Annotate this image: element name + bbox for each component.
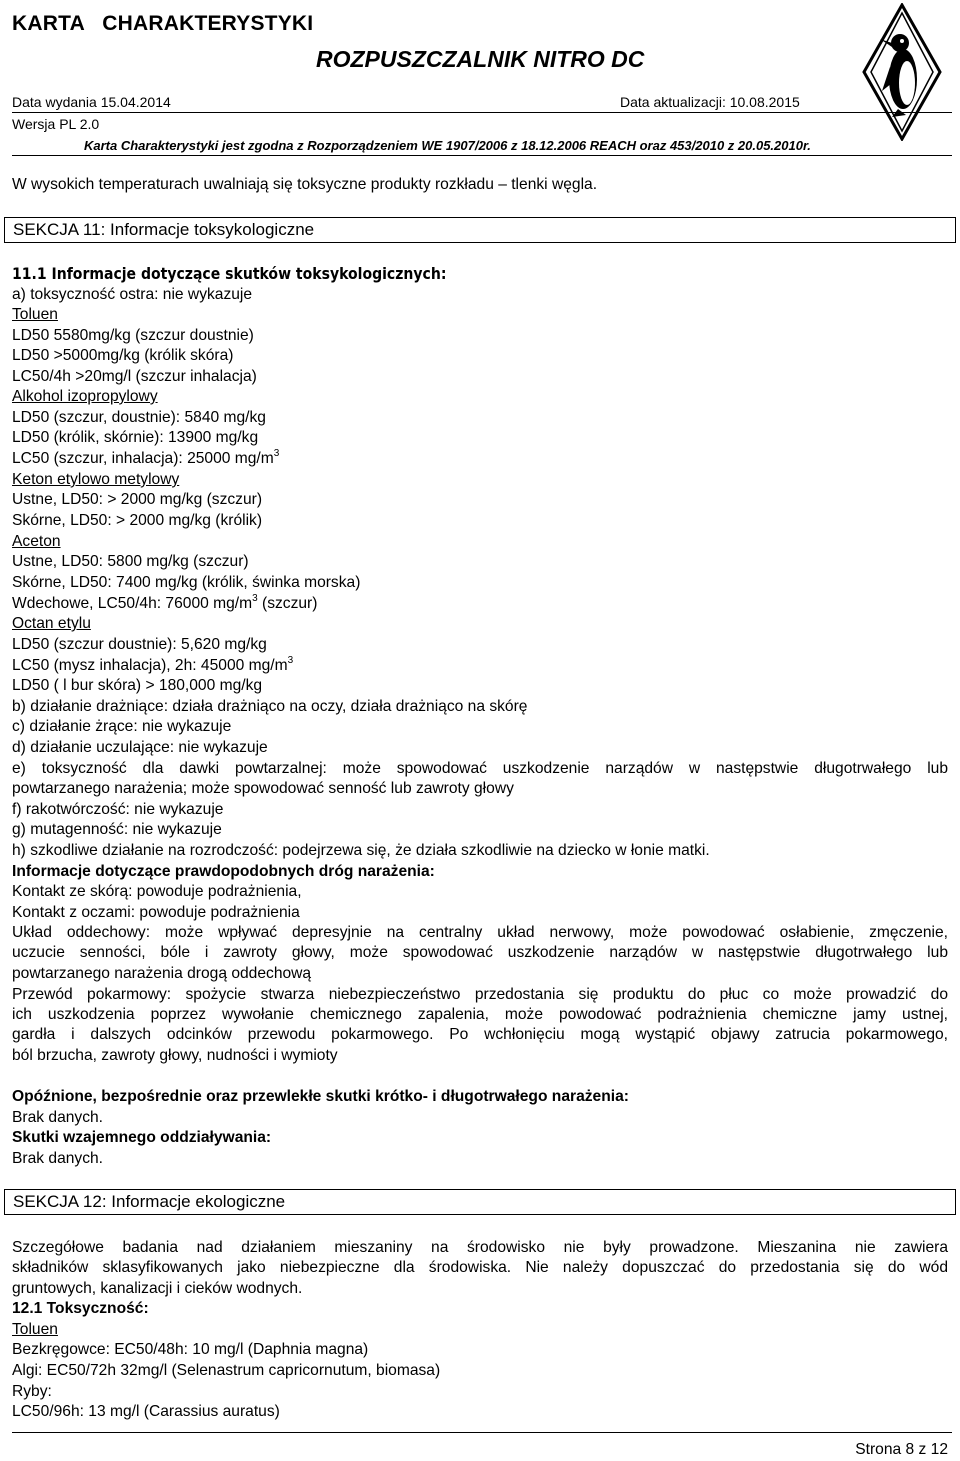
octan-inhal: LC50 (mysz inhalacja), 2h: 45000 $mg/m^3$ (12, 655, 294, 674)
fire-products-note: W wysokich temperaturach uwalniają się toksyczne produkty rozkładu – tlenki węgla. (12, 176, 598, 193)
footer-divider (12, 1432, 952, 1433)
header-divider (12, 155, 952, 156)
mek-skin: Skórne, LD50: > 2000 mg/kg (królik) (12, 512, 263, 529)
penguin-logo-icon (862, 3, 942, 141)
header-divider (12, 112, 952, 113)
ipa-ld50-skin: LD50 (królik, skórnie): 13900 mg/kg (12, 429, 259, 446)
skin-contact: Kontakt ze skórą: powoduje podrażnienia, (12, 883, 302, 900)
digestive-effects: Przewód pokarmowy: spożycie stwarza niebezpieczeństwo przedostania się produktu do płuc co może prowadzić do ich uszkodzenia poprzez wywołanie chemicznego zapalenia, może powodować podrażnienia chemiczne jamy ustnej, gardła i dalszych odcinków przewodu pokarmowego. Po wchłonięciu mogą wystąpić objawy zatrucia pokarmowego, (12, 986, 948, 1043)
version-label: Wersja PL 2.0 (12, 116, 100, 132)
toluen-ld50-skin: LD50 >5000mg/kg (królik skóra) (12, 347, 234, 364)
section-11-title: SEKCJA 11: Informacje toksykologiczne (13, 220, 315, 239)
substance-isopropanol: Alkohol izopropylowy (12, 388, 158, 405)
document-title: KARTA CHARAKTERYSTYKI (12, 12, 314, 35)
toluen-lc50-inhal: LC50/4h >20mg/l (szczur inhalacja) (12, 368, 257, 385)
regulation-note: Karta Charakterystyki jest zgodna z Rozporządzeniem WE 1907/2006 z 18.12.2006 REACH oraz 453/2010 z 20.05.2010r. (84, 138, 811, 153)
issue-date: Data wydania 15.04.2014 (12, 94, 171, 110)
reproductive-toxicity: h) szkodliwe działanie na rozrodczość: podejrzewa się, że działa szkodliwie na dziecko w łonie matki. (12, 842, 710, 859)
invertebrates-ec50: Bezkręgowce: EC50/48h: 10 mg/l (Daphnia magna) (12, 1341, 369, 1358)
digestive-effects-end: ból brzucha, zawroty głowy, nudności i wymioty (12, 1047, 338, 1064)
fish-lc50: LC50/96h: 13 mg/l (Carassius auratus) (12, 1403, 280, 1420)
page-number: Strona 8 z 12 (855, 1441, 948, 1458)
delayed-effects-value: Brak danych. (12, 1109, 104, 1126)
mek-oral: Ustne, LD50: > 2000 mg/kg (szczur) (12, 491, 263, 508)
respiratory-effects: Układ oddechowy: może wpływać depresyjnie na centralny układ nerwowy, może powodować osłabienie, zmęczenie, uczucie senności, bóle i zawroty głowy, może spowodować uszkodzenie narządów w następstwie długotrwałego lub (12, 924, 948, 961)
fish-label: Ryby: (12, 1383, 52, 1400)
delayed-effects-heading: Opóźnione, bezpośrednie oraz przewlekłe skutki krótko- i długotrwałego narażenia: (12, 1088, 629, 1105)
octan-skin: LD50 ( l bur skóra) > 180,000 mg/kg (12, 677, 263, 694)
eco-substance-toluen: Toluen (12, 1321, 58, 1338)
eye-contact: Kontakt z oczami: powoduje podrażnienia (12, 904, 300, 921)
ecology-paragraph: Szczegółowe badania nad działaniem mieszaniny na środowisko nie były prowadzone. Mieszanina nie zawiera składników sklasyfikowanych jako niebezpieczne dla środowiska. Nie należy dopuszczać do przedostania się do wód (12, 1239, 948, 1276)
repeated-dose-toxicity-cont: powtarzanego narażenia; może spowodować senność lub zawroty głowy (12, 780, 514, 797)
carcinogenicity: f) rakotwórczość: nie wykazuje (12, 801, 224, 818)
respiratory-effects-end: powtarzanego narażenia drogą oddechową (12, 965, 312, 982)
algae-ec50: Algi: EC50/72h 32mg/l (Selenastrum capricornutum, biomasa) (12, 1362, 441, 1379)
substance-toluen: Toluen (12, 306, 58, 323)
octan-oral: LD50 (szczur doustnie): 5,620 mg/kg (12, 636, 267, 653)
acute-toxicity: a) toksyczność ostra: nie wykazuje (12, 286, 253, 303)
interaction-effects-heading: Skutki wzajemnego oddziaływania: (12, 1129, 272, 1146)
aceton-skin: Skórne, LD50: 7400 mg/kg (królik, świnka morska) (12, 574, 361, 591)
aceton-oral: Ustne, LD50: 5800 mg/kg (szczur) (12, 553, 249, 570)
interaction-effects-value: Brak danych. (12, 1150, 104, 1167)
ecology-paragraph-end: gruntowych, kanalizacji i cieków wodnych. (12, 1280, 303, 1297)
substance-aceton: Aceton (12, 533, 61, 550)
exposure-routes-heading: Informacje dotyczące prawdopodobnych dróg narażenia: (12, 863, 435, 880)
section-11-subheading: 11.1 Informacje dotyczące skutków toksykologicznych: (12, 265, 447, 283)
section-12-header (4, 1189, 956, 1215)
section-11-header (4, 217, 956, 243)
aceton-inhal: Wdechowe, LC50/4h: 76000 $mg/m^3$ (szczur) (12, 593, 318, 612)
irritation: b) działanie drażniące: działa drażniąco na oczy, działa drażniąco na skórę (12, 698, 528, 715)
toluen-ld50-oral: LD50 5580mg/kg (szczur doustnie) (12, 327, 254, 344)
mutagenicity: g) mutagenność: nie wykazuje (12, 821, 222, 838)
sensitization: d) działanie uczulające: nie wykazuje (12, 739, 268, 756)
toxicity-subheading: 12.1 Toksyczność: (12, 1300, 149, 1317)
update-date: Data aktualizacji: 10.08.2015 (620, 94, 800, 110)
ipa-ld50-oral: LD50 (szczur, doustnie): 5840 mg/kg (12, 409, 266, 426)
corrosion: c) działanie żrące: nie wykazuje (12, 718, 232, 735)
ipa-lc50-inhal: LC50 (szczur, inhalacja): 25000 $mg/m^3$ (12, 448, 280, 467)
section-12-title: SEKCJA 12: Informacje ekologiczne (13, 1192, 286, 1211)
product-name: ROZPUSZCZALNIK NITRO DC (316, 46, 645, 72)
substance-mek: Keton etylowo metylowy (12, 471, 180, 488)
substance-ethyl-acetate: Octan etylu (12, 615, 91, 632)
repeated-dose-toxicity: e) toksyczność dla dawki powtarzalnej: może spowodować uszkodzenie narządów w następstwie długotrwałego lub (12, 760, 948, 777)
